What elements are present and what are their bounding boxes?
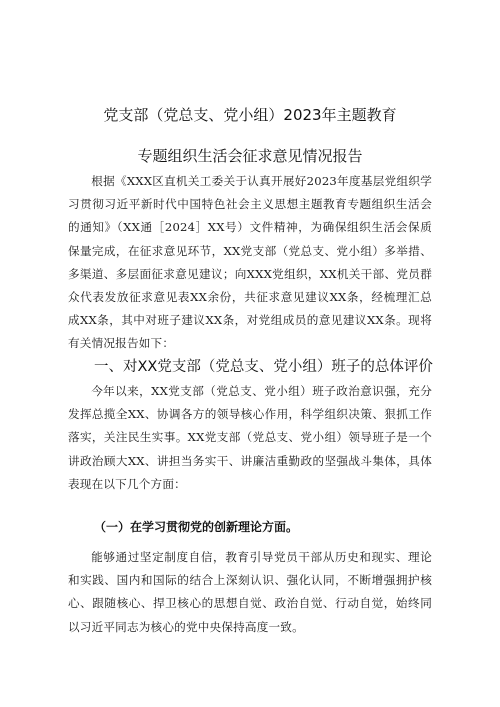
document-title-line1: 党支部（党总支、党小组）2023年主题教育	[103, 106, 397, 124]
section-heading-1: 一、对XX党支部（党总支、党小组）班子的总体评价	[94, 359, 433, 375]
evaluation-paragraph: 今年以来，XX党支部（党总支、党小组）班子政治意识强，充分发挥总揽全XX、协调各方的领导核心作用，科学组织决策、狠抓工作落实，关注民生实事。XX党支部（党总支、党小组）领导班子是一个讲政治顾大XX、讲担当务实干、讲廉洁重勤政的坚强战斗集体，具体表现在以下几个方面：	[68, 384, 432, 491]
subsection-heading-1: （一）在学习贯彻党的创新理论方面。	[94, 520, 299, 534]
document-title-line2: 专题组织生活会征求意见情况报告	[137, 147, 363, 165]
intro-paragraph: 根据《XXX区直机关工委关于认真开展好2023年度基层党组织学习贯彻习近平新时代中国特色社会主义思想主题教育专题组织生活会的通知》（XX通［2024］XX号）文件精神，为确保组织生活会保质保量完成，在征求意见环节，XX党支部（党总支、党小组）多举措、多渠道、多层面征求意见建议；向XXX党组织，XX机关干部、党员群众代表发放征求意见表XX余份，共征求意见建议XX条，经梳理汇总成XX条，其中对班子建议XX条，对党组成员的意见建议XX条。现将有关情况报告如下：	[68, 174, 432, 351]
theory-paragraph: 能够通过坚定制度自信，教育引导党员干部从历史和现实、理论和实践、国内和国际的结合上深刻认识、强化认同，不断增强拥护核心、跟随核心、捍卫核心的思想自觉、政治自觉、行动自觉，始终同以习近平同志为核心的党中央保持高度一致。	[68, 550, 432, 634]
